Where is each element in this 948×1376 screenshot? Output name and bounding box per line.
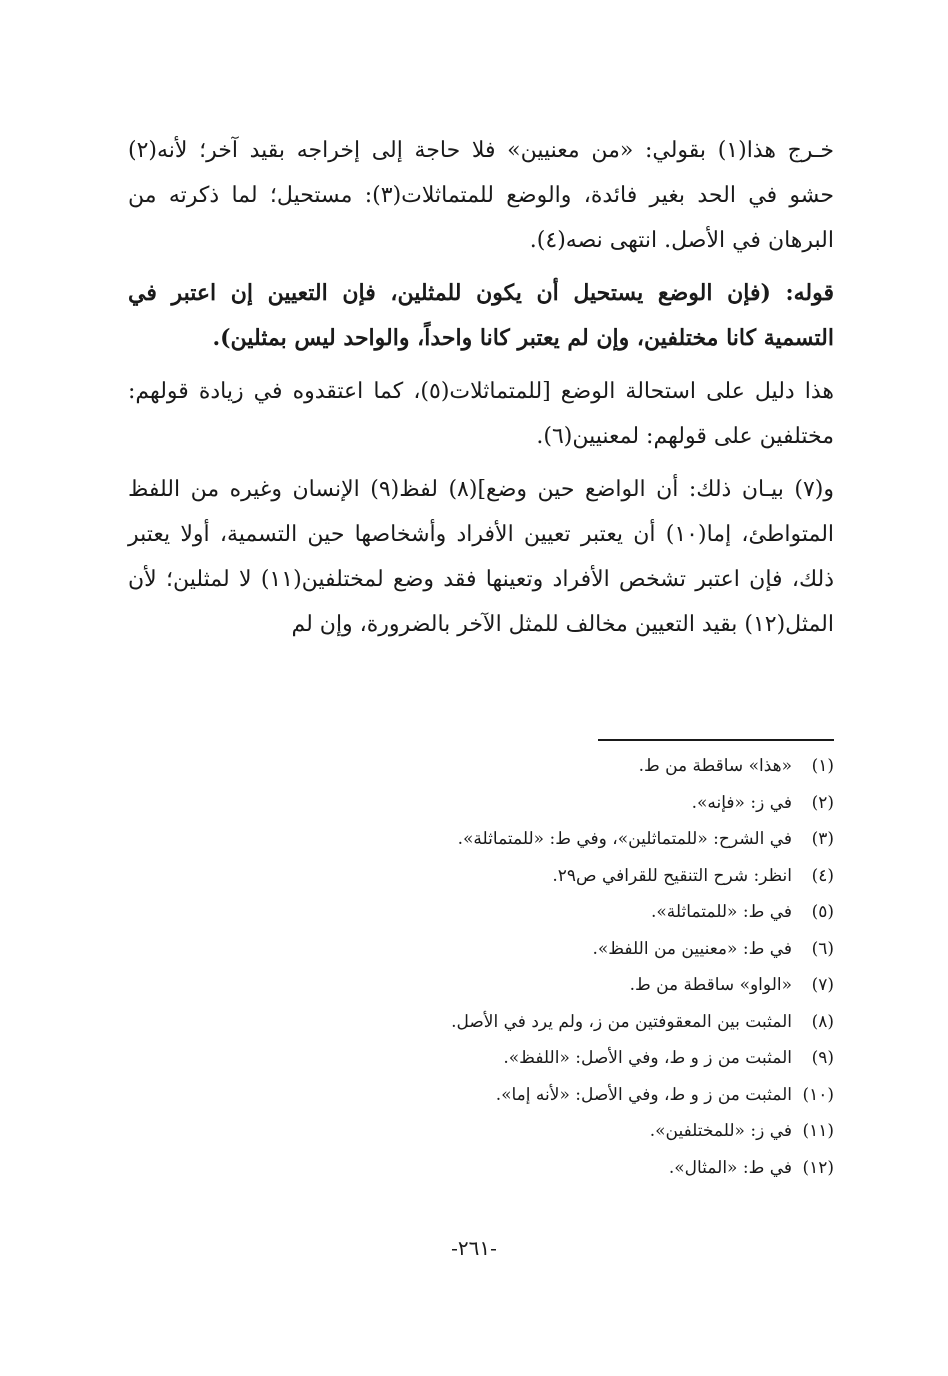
footnote-text: في الشرح: «للمتماثلين»، وفي ط: «للمتماثلة». (457, 829, 792, 849)
paragraph-1: خـرج هذا(١) بقولي: «من معنيين» فلا حاجة إلى إخراجه بقيد آخر؛ لأنه(٢) حشو في الحد بغير فائدة، والوضع للمتماثلات(٣): مستحيل؛ لما ذكرته من البرهان في الأصل. انتهى نصه(٤). (128, 138, 834, 253)
footnote-item (128, 967, 834, 1004)
footnote-item (128, 1040, 834, 1077)
footnote-text: المثبت بين المعقوفتين من ز، ولم يرد في الأصل. (451, 1011, 792, 1032)
footnote-item (128, 894, 834, 931)
footnote-item (128, 931, 834, 968)
paragraph-4: و(٧) بيـان ذلك: أن الواضع حين وضع](٨) لفظ(٩) الإنسان وغيره من اللفظ المتواطئ، إما(١٠) أن يعتبر تعيين الأفراد وأشخاصها حين التسمية، أولا يعتبر ذلك، فإن اعتبر تشخص الأفراد وتعينها فقد وضع لمختلفين(١١) لا لمثلين؛ لأن المثل(١٢) بقيد التعيين مخالف للمثل الآخر بالضرورة، وإن لم (128, 477, 835, 637)
footnote-number: (١) (811, 756, 834, 776)
footnote-item (128, 858, 834, 895)
footnote-number: (١١) (802, 1121, 834, 1141)
footnote-text: «الواو» ساقطة من ط. (629, 975, 792, 995)
footnote-separator (598, 739, 834, 741)
footnote-text: المثبت من ز و ط، وفي الأصل: «اللفظ». (503, 1048, 792, 1068)
footnote-number: (٨) (811, 1011, 834, 1032)
footnote-text: في ط: «للمتماثلة». (650, 902, 792, 922)
footnote-number: (٧) (811, 975, 834, 995)
footnote-number: (٩) (811, 1048, 834, 1068)
footnote-number: (٥) (811, 902, 834, 922)
footnote-text: في ز: «فإنه». (691, 792, 792, 813)
footnote-item (128, 1077, 834, 1114)
footnote-item (128, 748, 834, 785)
paragraph-3: هذا دليل على استحالة الوضع [للمتماثلات(٥)، كما اعتقدوه في زيادة قولهم: مختلفين على قولهم: لمعنيين(٦). (128, 379, 835, 449)
footnote-item (128, 1150, 834, 1187)
footnote-number: (٤) (811, 865, 834, 886)
footnotes-list (128, 748, 834, 1186)
footnote-number: (١٠) (802, 1084, 834, 1105)
footnote-text: انظر: شرح التنقيح للقرافي ص٢٩. (552, 865, 792, 886)
footnote-text: في ط: «المثال». (668, 1157, 792, 1178)
footnote-text: المثبت من ز و ط، وفي الأصل: «لأنه إما». (495, 1084, 792, 1105)
footnote-number: (٢) (811, 792, 834, 813)
footnote-item (128, 785, 834, 822)
footnote-number: (١٢) (802, 1157, 834, 1178)
footnote-text: في ز: «للمختلفين». (649, 1121, 792, 1141)
footnote-item (128, 1113, 834, 1150)
footnote-number: (٦) (811, 938, 834, 959)
page-number: -٢٦١- (451, 1236, 497, 1260)
footnote-text: في ط: «معنيين من اللفظ». (592, 938, 792, 959)
footnote-item (128, 821, 834, 858)
footnote-number: (٣) (811, 829, 834, 849)
paragraph-2-quoted-text: قوله: (فإن الوضع يستحيل أن يكون للمثلين، فإن التعيين إن اعتبر في التسمية كانا مختلفين، وإن لم يعتبر كانا واحداً، والواحد ليس بمثلين). (128, 280, 834, 351)
main-text (128, 128, 834, 655)
footnote-text: «هذا» ساقطة من ط. (638, 756, 792, 776)
footnote-item (128, 1004, 834, 1041)
